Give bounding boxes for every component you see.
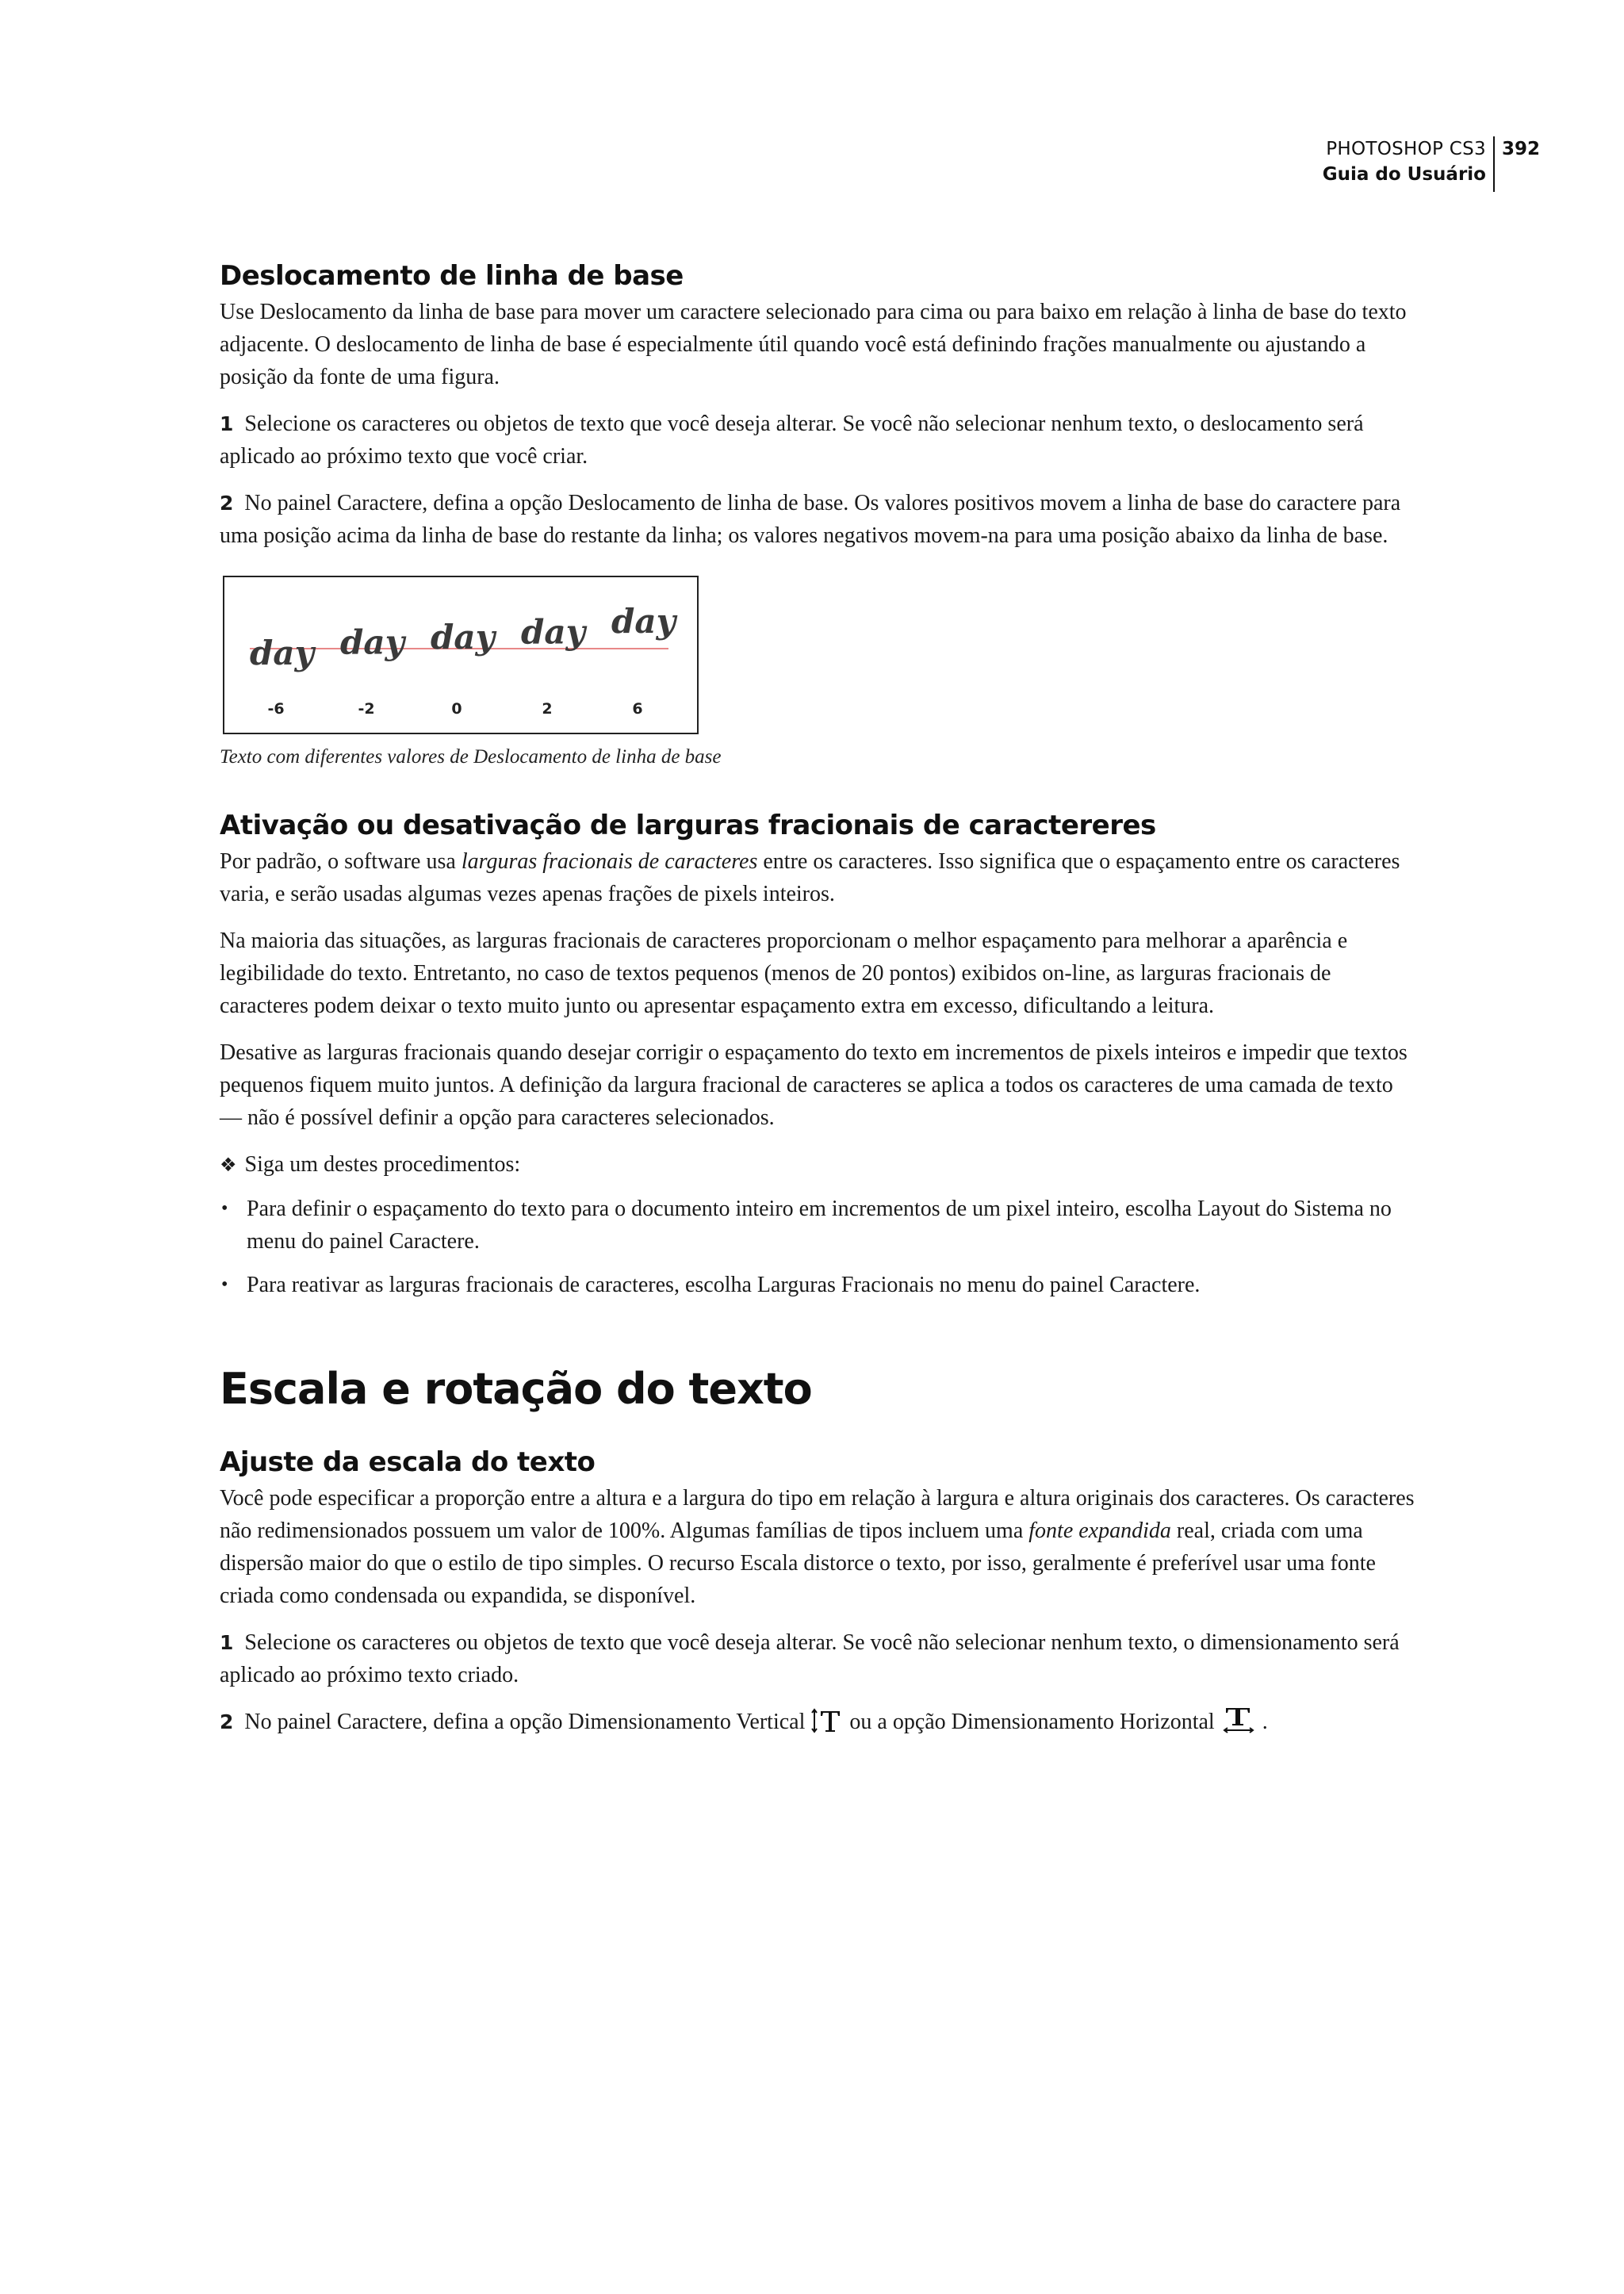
emphasis-term: fonte expandida: [1028, 1518, 1171, 1543]
shifted-word: day: [340, 622, 404, 662]
vertical-scale-icon: [811, 1708, 843, 1743]
paragraph-fractional-1: [220, 845, 1417, 910]
list-item: [220, 1193, 1417, 1258]
bullet-icon: •: [221, 1274, 228, 1295]
text-run: Por padrão, o software usa: [220, 849, 462, 874]
shifted-word: day: [250, 633, 314, 672]
procedure-list: [220, 1193, 1417, 1301]
step-text: Selecione os caracteres ou objetos de texto que você deseja alterar. Se você não selecionar nenhum texto, o deslocamento será aplicado ao próximo texto que você criar.: [220, 412, 1364, 469]
horizontal-scale-icon: [1221, 1706, 1256, 1743]
step-1: [220, 1626, 1417, 1691]
text-run: Você pode especificar a proporção entre a altura e a largura do tipo em relação à largura e altura originais dos caracteres. Os caracteres não redimensionados possuem um valor de 100%. Algumas famílias de tipos incluem uma: [220, 1486, 1415, 1543]
text-run: real, criada com uma dispersão maior do que o estilo de tipo simples. O recurso Escala distorce o texto, por isso, geralmente é preferível usar uma fonte criada como condensada ou expandida, se disponível.: [220, 1518, 1376, 1608]
step-text: Selecione os caracteres ou objetos de texto que você deseja alterar. Se você não selecionar nenhum texto, o dimensionamento será aplicado ao próximo texto criado.: [220, 1630, 1400, 1687]
bullet-icon: •: [221, 1198, 228, 1219]
paragraph-baseline-intro: Use Deslocamento da linha de base para mover um caractere selecionado para cima ou para baixo em relação à linha de base do texto adjacente. O deslocamento de linha de base é especialmente útil quando você está definindo frações manualmente ou ajustando a posição da fonte de uma figura.: [220, 300, 1407, 389]
shift-value-label: 6: [632, 700, 643, 718]
paragraph-fractional-2: Na maioria das situações, as larguras fracionais de caracteres proporcionam o melhor espaçamento para melhorar a aparência e legibilidade do texto. Entretanto, no caso de textos pequenos (menos de 20 pontos) exibidos on-line, as larguras fracionais de caracteres podem deixar o texto muito junto ou apresentar espaçamento extra em excesso, dificultando a leitura.: [220, 929, 1348, 1018]
chapter-heading: Escala e rotação do texto: [220, 1364, 812, 1414]
step-text: No painel Caractere, defina a opção Dimensionamento Vertical: [244, 1710, 806, 1734]
figure-caption: Texto com diferentes valores de Deslocamento de linha de base: [220, 746, 722, 768]
step-2: [220, 1706, 1417, 1743]
step-1: [220, 408, 1417, 473]
procedure-intro: [220, 1148, 1417, 1181]
emphasis-term: larguras fracionais de caracteres: [461, 849, 758, 874]
baseline-shift-figure: [223, 576, 699, 734]
baseline-shift-illustration: [224, 577, 697, 733]
step-text: No painel Caractere, defina a opção Deslocamento de linha de base. Os valores positivos movem a linha de base do caractere para uma posição acima da linha de base do restante da linha; os valores negativos movem-na para uma posição abaixo da linha de base.: [220, 491, 1401, 548]
shift-value-label: -2: [358, 700, 375, 718]
text-run: entre os caracteres. Isso significa que o espaçamento entre os caracteres varia, e serão usadas algumas vezes apenas frações de pixels inteiros.: [220, 849, 1400, 906]
step-number: 2: [220, 492, 234, 515]
page-content: [220, 258, 1417, 1757]
shift-value-label: -6: [267, 700, 285, 718]
section-heading-text-scale: Ajuste da escala do texto: [220, 1446, 596, 1478]
paragraph-fractional-3: Desative as larguras fracionais quando desejar corrigir o espaçamento do texto em incrementos de pixels inteiros e impedir que textos pequenos fiquem muito juntos. A definição da largura fracional de caracteres se aplica a todos os caracteres de uma camada de texto — não é possível definir a opção para caracteres selecionados.: [220, 1040, 1408, 1130]
list-item: [220, 1269, 1417, 1301]
step-number: 2: [220, 1710, 234, 1733]
shifted-word: day: [431, 618, 495, 657]
step-number: 1: [220, 1631, 234, 1654]
shifted-word: day: [521, 612, 585, 652]
running-header: [1323, 136, 1540, 192]
step-number: 1: [220, 412, 234, 435]
page-number: 392: [1501, 139, 1540, 159]
shifted-word: day: [611, 602, 676, 641]
step-text: .: [1262, 1710, 1268, 1734]
shift-value-label: 2: [542, 700, 553, 718]
shift-value-label: 0: [451, 700, 462, 718]
list-item-text: Para reativar as larguras fracionais de caracteres, escolha Larguras Fracionais no menu do painel Caractere.: [247, 1273, 1201, 1297]
step-text: ou a opção Dimensionamento Horizontal: [849, 1710, 1215, 1734]
section-heading-fractional-widths: Ativação ou desativação de larguras fracionais de caractereres: [220, 810, 1156, 841]
section-heading-baseline-shift: Deslocamento de linha de base: [220, 260, 684, 292]
header-product: PHOTOSHOP CS3: [1326, 139, 1486, 159]
step-2: [220, 487, 1417, 552]
procedure-marker-icon: ❖: [220, 1154, 237, 1176]
header-subtitle: Guia do Usuário: [1322, 164, 1486, 185]
paragraph-scale-1: [220, 1482, 1417, 1612]
procedure-text: Siga um destes procedimentos:: [244, 1152, 521, 1177]
list-item-text: Para definir o espaçamento do texto para o documento inteiro em incrementos de um pixel inteiro, escolha Layout do Sistema no menu do painel Caractere.: [247, 1197, 1392, 1254]
header-text: [1323, 136, 1493, 187]
